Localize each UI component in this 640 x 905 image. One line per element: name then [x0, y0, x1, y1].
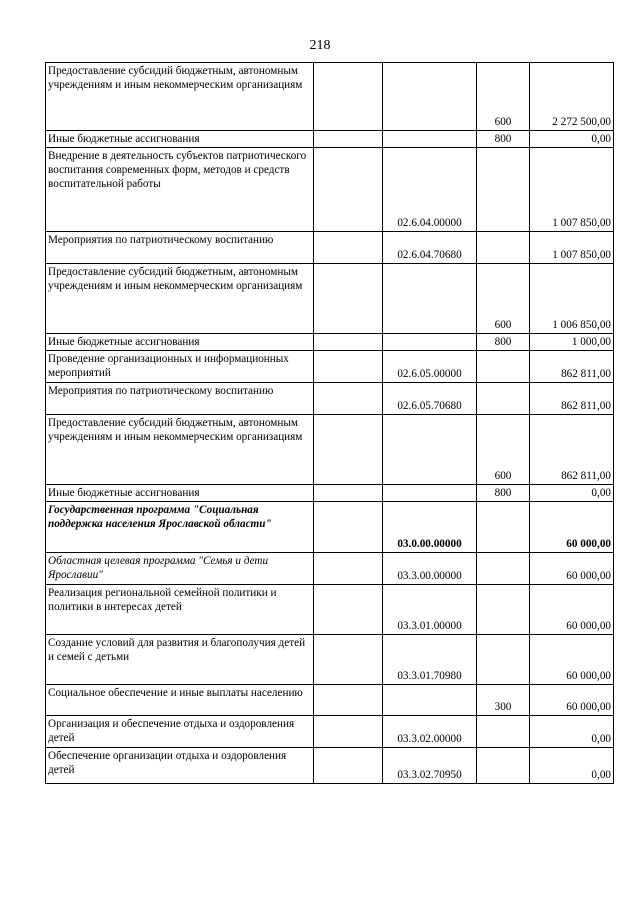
row-name: Мероприятия по патриотическому воспитанию — [46, 383, 314, 415]
row-expense-type: 600 — [477, 264, 530, 334]
row-expense-type — [477, 383, 530, 415]
row-code: 02.6.04.00000 — [383, 148, 477, 232]
table-row — [46, 131, 614, 148]
row-empty-cell — [314, 635, 383, 685]
row-expense-type: 300 — [477, 685, 530, 716]
table-row — [46, 553, 614, 585]
table-row — [46, 148, 614, 232]
row-sum: 1 000,00 — [530, 334, 614, 351]
row-sum: 862 811,00 — [530, 351, 614, 383]
row-expense-type: 600 — [477, 415, 530, 485]
row-name: Иные бюджетные ассигнования — [46, 334, 314, 351]
row-empty-cell — [314, 716, 383, 748]
row-expense-type: 800 — [477, 131, 530, 148]
budget-table — [45, 62, 614, 784]
row-expense-type — [477, 553, 530, 585]
row-empty-cell — [314, 553, 383, 585]
table-row — [46, 685, 614, 716]
row-empty-cell — [314, 685, 383, 716]
row-sum: 1 007 850,00 — [530, 148, 614, 232]
row-sum: 60 000,00 — [530, 502, 614, 553]
row-code: 03.3.02.00000 — [383, 716, 477, 748]
row-code: 03.3.02.70950 — [383, 748, 477, 784]
row-empty-cell — [314, 748, 383, 784]
row-code: 03.3.01.70980 — [383, 635, 477, 685]
row-name: Проведение организационных и информационных мероприятий — [46, 351, 314, 383]
row-name: Иные бюджетные ассигнования — [46, 131, 314, 148]
row-name: Организация и обеспечение отдыха и оздоровления детей — [46, 716, 314, 748]
row-name: Предоставление субсидий бюджетным, автономным учреждениям и иным некоммерческим организациям — [46, 63, 314, 131]
row-name: Реализация региональной семейной политики и политики в интересах детей — [46, 585, 314, 635]
row-name: Государственная программа "Социальная поддержка населения Ярославской области" — [46, 502, 314, 553]
table-row — [46, 63, 614, 131]
row-code: 02.6.05.70680 — [383, 383, 477, 415]
table-row — [46, 585, 614, 635]
row-code — [383, 334, 477, 351]
row-code — [383, 131, 477, 148]
row-sum: 1 006 850,00 — [530, 264, 614, 334]
row-name: Создание условий для развития и благополучия детей и семей с детьми — [46, 635, 314, 685]
row-name: Предоставление субсидий бюджетным, автономным учреждениям и иным некоммерческим организациям — [46, 264, 314, 334]
row-empty-cell — [314, 485, 383, 502]
row-name: Внедрение в деятельность субъектов патриотического воспитания современных форм, методов и средств воспитательной работы — [46, 148, 314, 232]
row-code — [383, 264, 477, 334]
row-empty-cell — [314, 415, 383, 485]
table-row — [46, 485, 614, 502]
row-sum: 2 272 500,00 — [530, 63, 614, 131]
row-empty-cell — [314, 383, 383, 415]
row-code — [383, 63, 477, 131]
row-sum: 862 811,00 — [530, 415, 614, 485]
row-empty-cell — [314, 585, 383, 635]
row-sum: 60 000,00 — [530, 635, 614, 685]
row-sum: 0,00 — [530, 131, 614, 148]
row-expense-type — [477, 748, 530, 784]
row-expense-type — [477, 716, 530, 748]
row-expense-type — [477, 585, 530, 635]
row-name: Предоставление субсидий бюджетным, автономным учреждениям и иным некоммерческим организациям — [46, 415, 314, 485]
table-row — [46, 334, 614, 351]
table-row — [46, 748, 614, 784]
table-row — [46, 635, 614, 685]
row-expense-type: 800 — [477, 485, 530, 502]
row-code — [383, 415, 477, 485]
row-empty-cell — [314, 351, 383, 383]
row-code: 03.3.01.00000 — [383, 585, 477, 635]
row-empty-cell — [314, 502, 383, 553]
row-sum: 60 000,00 — [530, 585, 614, 635]
row-sum: 0,00 — [530, 748, 614, 784]
row-code: 02.6.05.00000 — [383, 351, 477, 383]
row-empty-cell — [314, 264, 383, 334]
row-name: Обеспечение организации отдыха и оздоровления детей — [46, 748, 314, 784]
table-row — [46, 383, 614, 415]
row-name: Социальное обеспечение и иные выплаты населению — [46, 685, 314, 716]
row-name: Мероприятия по патриотическому воспитанию — [46, 232, 314, 264]
row-code — [383, 485, 477, 502]
table-row — [46, 716, 614, 748]
row-empty-cell — [314, 334, 383, 351]
row-sum: 862 811,00 — [530, 383, 614, 415]
row-expense-type — [477, 635, 530, 685]
row-empty-cell — [314, 131, 383, 148]
row-sum: 60 000,00 — [530, 685, 614, 716]
row-expense-type — [477, 351, 530, 383]
row-sum: 60 000,00 — [530, 553, 614, 585]
page-number: 218 — [309, 38, 331, 53]
row-expense-type: 800 — [477, 334, 530, 351]
table-row — [46, 502, 614, 553]
row-empty-cell — [314, 232, 383, 264]
table-row — [46, 232, 614, 264]
row-expense-type: 600 — [477, 63, 530, 131]
row-code: 02.6.04.70680 — [383, 232, 477, 264]
row-sum: 0,00 — [530, 716, 614, 748]
row-name: Областная целевая программа "Семья и дети Ярославии" — [46, 553, 314, 585]
row-code: 03.3.00.00000 — [383, 553, 477, 585]
row-sum: 0,00 — [530, 485, 614, 502]
row-expense-type — [477, 232, 530, 264]
row-code: 03.0.00.00000 — [383, 502, 477, 553]
row-expense-type — [477, 148, 530, 232]
row-sum: 1 007 850,00 — [530, 232, 614, 264]
row-code — [383, 685, 477, 716]
row-name: Иные бюджетные ассигнования — [46, 485, 314, 502]
row-expense-type — [477, 502, 530, 553]
table-row — [46, 415, 614, 485]
row-empty-cell — [314, 63, 383, 131]
table-row — [46, 264, 614, 334]
row-empty-cell — [314, 148, 383, 232]
table-row — [46, 351, 614, 383]
